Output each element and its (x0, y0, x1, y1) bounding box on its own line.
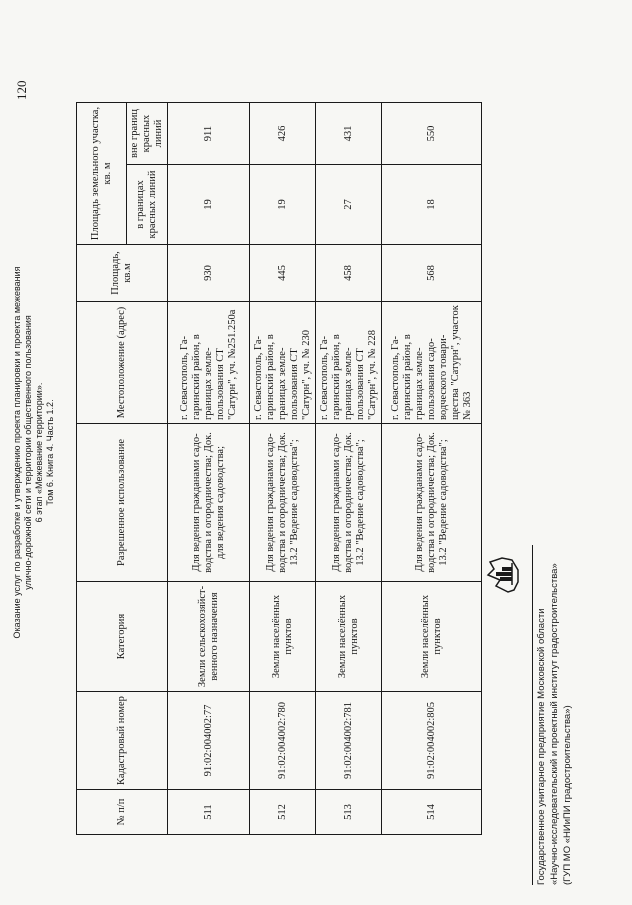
cell-area: 458 (316, 245, 382, 302)
cell-category: Земли населённых пунктов (250, 582, 316, 692)
cell-area: 445 (250, 245, 316, 302)
column-header-location: Местоположение (адрес) (77, 302, 168, 424)
header-line-4: Том 6. Книга 4. Часть 1.2. (45, 399, 55, 506)
table-row (316, 103, 382, 835)
cell-category: Земли населённых пунктов (316, 582, 382, 692)
cell-location: г. Севастополь, Га- гаринский район, в границах земле- пользования СТ "Сатурн", уч. № 228 (316, 302, 382, 424)
cell-location: г. Севастополь, Га- гаринский район, в границах земле- пользования СТ "Сатурн", уч. №251.250а (168, 302, 250, 424)
footer-divider (532, 545, 533, 885)
cell-area: 568 (382, 245, 482, 302)
cell-outside: 911 (168, 103, 250, 165)
cell-within: 19 (250, 165, 316, 245)
column-header-area: Площадь, кв.м (77, 245, 168, 302)
cell-within: 19 (168, 165, 250, 245)
institute-emblem-icon (478, 550, 528, 600)
cell-outside: 431 (316, 103, 382, 165)
table-row (382, 103, 482, 835)
cell-permitted-use: Для ведения гражданами садо- водства и огородничества; Док. 13.2 "Ведение садоводства"; (316, 424, 382, 582)
cell-category: Земли населённых пунктов (382, 582, 482, 692)
column-header-permitted-use: Разрешенное использование (77, 424, 168, 582)
cell-permitted-use: Для ведения гражданами садо- водства и огородничества; Док. для ведения садоводства; (168, 424, 250, 582)
cell-cadastral: 91:02:004002:77 (168, 692, 250, 790)
column-header-cadastral: Кадастровый номер (77, 692, 168, 790)
footer-line-3: (ГУП МО «НИиПИ градостроительства») (562, 705, 573, 885)
cell-permitted-use: Для ведения гражданами садо- водства и огородничества; Док. 13.2 "Ведение садоводства"; (382, 424, 482, 582)
column-header-area-group: Площадь земельного участка, кв. м (77, 103, 127, 245)
cell-cadastral: 91:02:004002:781 (316, 692, 382, 790)
cell-num: 514 (382, 790, 482, 835)
cell-outside: 426 (250, 103, 316, 165)
cell-num: 512 (250, 790, 316, 835)
cell-category: Земли сельскохозяйст- венного назначения (168, 582, 250, 692)
cell-num: 513 (316, 790, 382, 835)
header-line-2: улично-дорожной сети и территории общественного пользования (23, 315, 33, 590)
cell-cadastral: 91:02:004002:780 (250, 692, 316, 790)
header-line-1: Оказание услуг по разработке и утверждению проекта планировки и проекта межевания (12, 266, 22, 639)
cell-area: 930 (168, 245, 250, 302)
footer (535, 405, 574, 885)
table-row (168, 103, 250, 835)
land-plots-table (76, 102, 482, 835)
footer-line-2: «Научно-исследовательский и проектный институт градостроительства» (549, 563, 560, 885)
page-number: 120 (14, 80, 29, 100)
column-header-category: Категория (77, 582, 168, 692)
cell-cadastral: 91:02:004002:805 (382, 692, 482, 790)
cell-num: 511 (168, 790, 250, 835)
header-line-3: 6 этап «Межевание территории». (34, 382, 44, 523)
cell-location: г. Севастополь, Га- гаринский район, в границах земле- пользования СТ "Сатурн", уч. № 230 (250, 302, 316, 424)
table-row (250, 103, 316, 835)
column-header-num: № п/п (77, 790, 168, 835)
cell-within: 18 (382, 165, 482, 245)
cell-outside: 550 (382, 103, 482, 165)
cell-permitted-use: Для ведения гражданами садо- водства и огородничества; Док. 13.2 "Ведение садоводства"; (250, 424, 316, 582)
column-header-within: в границах красных линий (127, 165, 168, 245)
cell-within: 27 (316, 165, 382, 245)
column-header-outside: вне границ красных линий (127, 103, 168, 165)
footer-line-1: Государственное унитарное предприятие Московской области (536, 608, 547, 885)
cell-location: г. Севастополь, Га- гаринский район, в границах земле- пользования садо- водческого товари- щества "Сатурн", участок № 363 (382, 302, 482, 424)
